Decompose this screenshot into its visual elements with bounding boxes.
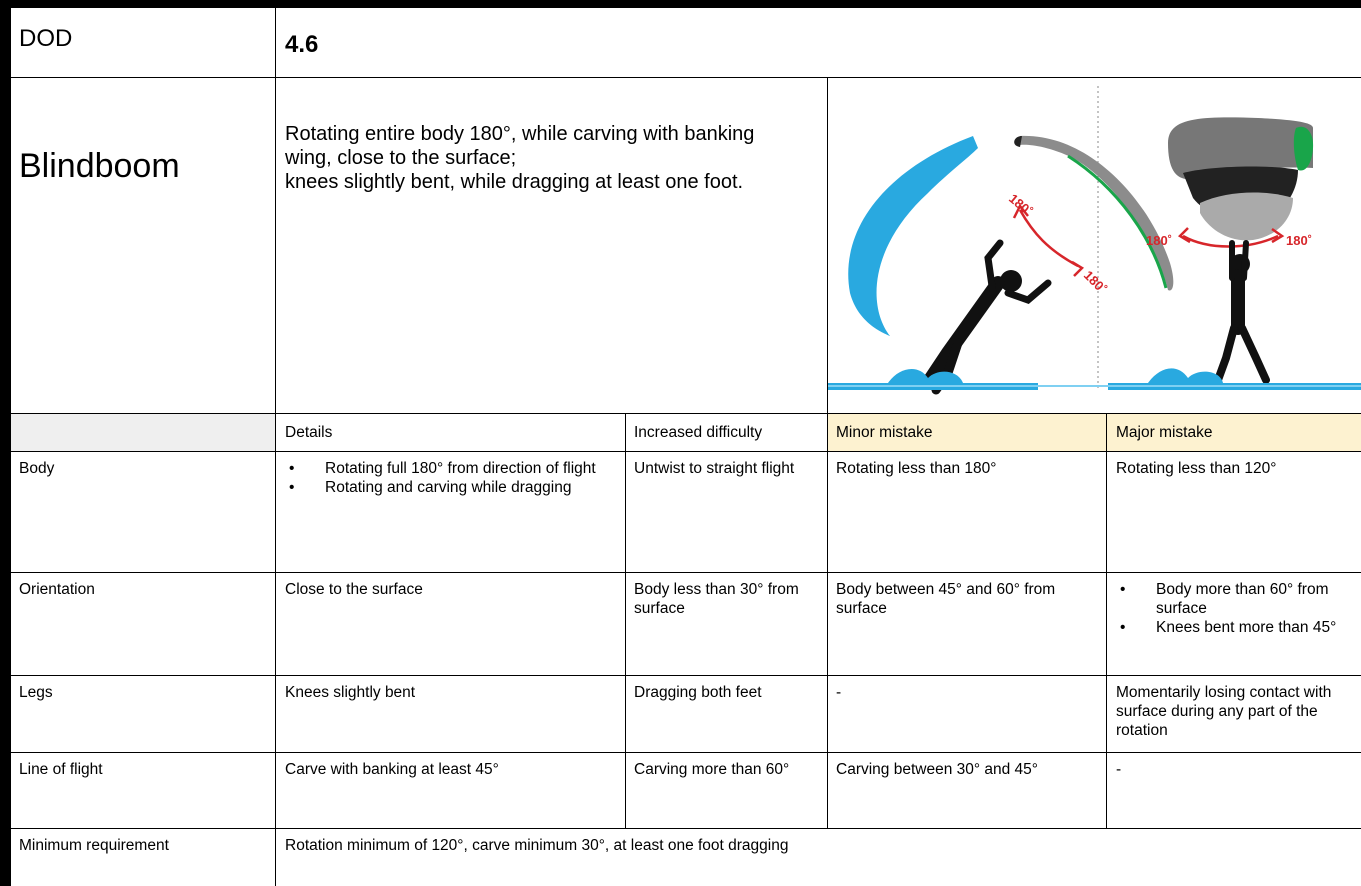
- orientation-minor: Body between 45° and 60° from surface: [836, 581, 1056, 617]
- list-item: • Knees bent more than 45°: [1156, 618, 1361, 637]
- header-empty-cell: [11, 414, 275, 451]
- col-header-minor: Minor mistake: [836, 424, 933, 441]
- swoosh-shape: [848, 136, 978, 336]
- legs-major: Momentarily losing contact with surface during any part of the rotation: [1116, 684, 1332, 739]
- angle-label-3: 180˚: [1146, 233, 1173, 248]
- rider-left: [928, 243, 1048, 390]
- arrow-left-curve: [1020, 210, 1078, 266]
- row-label-orientation: Orientation: [19, 581, 95, 598]
- legs-details: Knees slightly bent: [285, 684, 416, 701]
- body-minor: Rotating less than 180°: [836, 460, 997, 477]
- blindboom-illustration: [828, 78, 1361, 413]
- row-label-line-of-flight: Line of flight: [19, 761, 103, 778]
- body-major: Rotating less than 120°: [1116, 460, 1277, 477]
- rider-right: [1218, 243, 1266, 380]
- line-of-flight-minor: Carving between 30° and 45°: [836, 761, 1038, 778]
- col-header-major: Major mistake: [1116, 424, 1213, 441]
- line-of-flight-major: -: [1116, 761, 1122, 778]
- trick-description: Rotating entire body 180°, while carving with banking wing, close to the surface; knees slightly bent, while dragging at least one foot.: [285, 123, 755, 193]
- top-border: [0, 0, 1361, 8]
- trick-name: Blindboom: [19, 147, 180, 185]
- dod-label: DOD: [19, 25, 73, 52]
- body-increased: Untwist to straight flight: [634, 460, 795, 477]
- angle-label-4: 180˚: [1286, 233, 1313, 248]
- minimum-requirement: Rotation minimum of 120°, carve minimum 30°, at least one foot dragging: [285, 837, 789, 854]
- arrow-right-head-left: [1180, 228, 1190, 242]
- orientation-major: [1116, 580, 1361, 637]
- left-border: [0, 0, 11, 886]
- list-item: • Rotating full 180° from direction of flight: [325, 459, 615, 478]
- line-of-flight-increased: Carving more than 60°: [634, 761, 790, 778]
- list-item: • Body more than 60° from surface: [1156, 580, 1361, 618]
- wing-tip-left: [1014, 136, 1022, 147]
- row-label-legs: Legs: [19, 684, 53, 701]
- arrow-left-head-bottom: [1072, 262, 1082, 276]
- col-header-increased: Increased difficulty: [634, 424, 763, 441]
- row-label-body: Body: [19, 460, 55, 477]
- trick-illustration: [828, 78, 1361, 413]
- orientation-increased: Body less than 30° from surface: [634, 581, 799, 617]
- row-label-minimum: Minimum requirement: [19, 837, 169, 854]
- list-item: • Rotating and carving while dragging: [325, 478, 615, 497]
- orientation-details: Close to the surface: [285, 581, 423, 598]
- body-details: [285, 459, 615, 497]
- line-of-flight-details: Carve with banking at least 45°: [285, 761, 499, 778]
- angle-label-2: 180˚: [1080, 267, 1110, 297]
- legs-increased: Dragging both feet: [634, 684, 762, 701]
- dod-value: 4.6: [285, 31, 319, 58]
- angle-label-1: 180˚: [1006, 190, 1036, 220]
- wing-left: [1020, 136, 1173, 291]
- col-header-details: Details: [285, 424, 333, 441]
- legs-minor: -: [836, 684, 842, 701]
